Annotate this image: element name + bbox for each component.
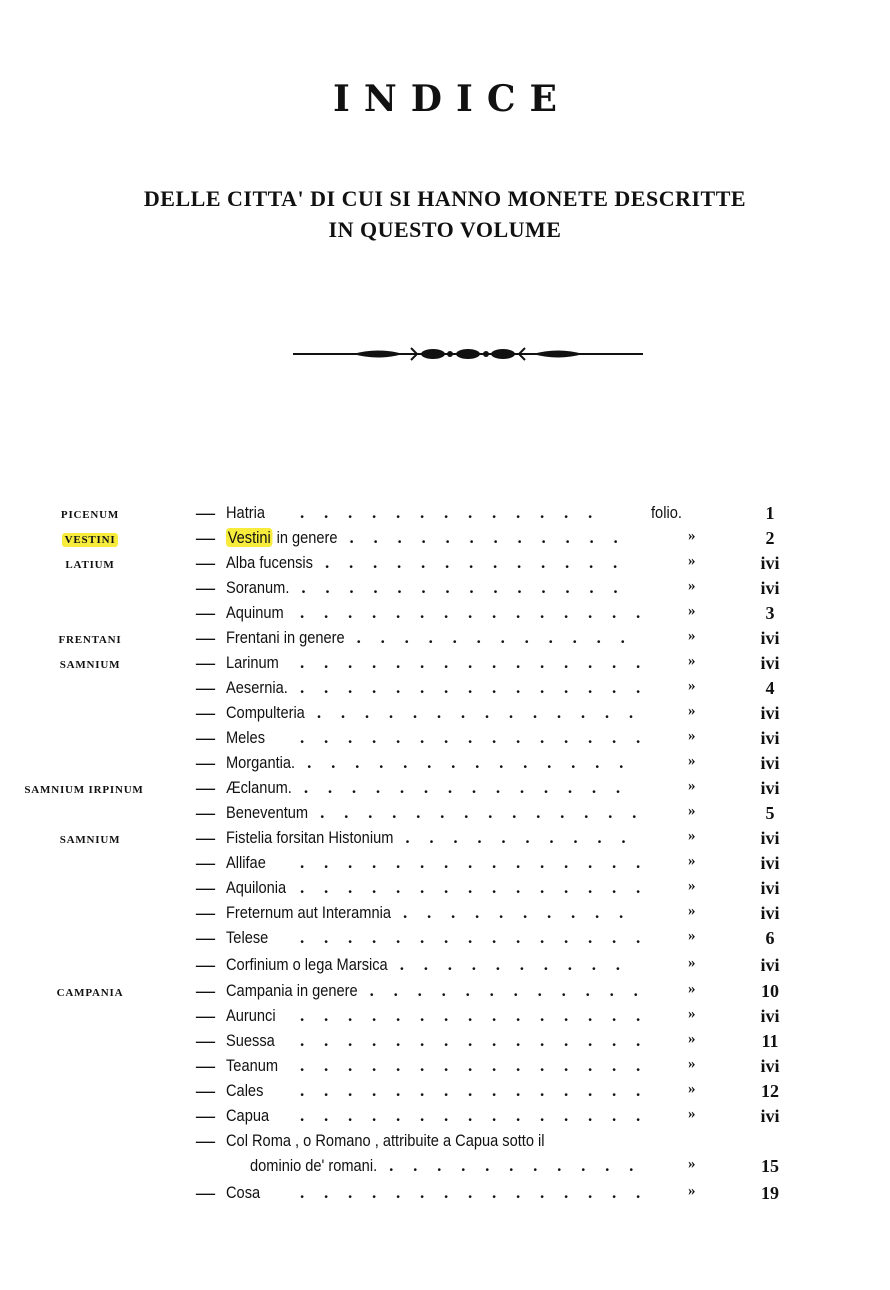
- index-row: [0, 1131, 890, 1156]
- city-name: dominio de' romani.: [250, 1156, 378, 1175]
- ditto-mark: »: [688, 678, 696, 694]
- region-label: CAMPANIA: [56, 987, 124, 999]
- index-row: — Telese . . . . . . . . . . . . . . . » 6: [0, 928, 890, 953]
- city-name: Aurunci: [226, 1006, 276, 1025]
- city-name: Hatria: [226, 503, 266, 522]
- entry-dash: —: [196, 503, 215, 524]
- city-name: [226, 528, 338, 548]
- page-number: 1: [765, 503, 775, 523]
- ditto-mark: »: [688, 1056, 696, 1072]
- ditto-mark: »: [688, 981, 696, 997]
- page-number: ivi: [760, 878, 780, 898]
- city-name: Col Roma , o Romano , attribuite a Capua sotto il: [226, 1131, 545, 1150]
- ditto-mark: »: [688, 803, 696, 819]
- index-row: SAMNIUM — Fistelia forsitan Histonium . . . . . . . . . . » ivi: [0, 828, 890, 853]
- city-name: Allifae: [226, 853, 266, 872]
- entry-dash: —: [196, 1006, 215, 1027]
- index-row: — Aquilonia . . . . . . . . . . . . . . . » ivi: [0, 878, 890, 903]
- page-number: 11: [761, 1031, 779, 1051]
- city-name: Capua: [226, 1106, 270, 1125]
- highlighted-region: VESTINI: [62, 533, 119, 547]
- index-row: — Freternum aut Interamnia . . . . . . . . . . » ivi: [0, 903, 890, 928]
- page-title: INDICE: [333, 78, 571, 120]
- region-label: SAMNIUM: [59, 659, 121, 671]
- entry-dash: —: [196, 1106, 215, 1127]
- city-name: Meles: [226, 728, 266, 747]
- ditto-mark: »: [688, 955, 696, 971]
- entry-dash: —: [196, 928, 215, 949]
- ditto-mark: »: [688, 928, 696, 944]
- region-label: FRENTANI: [58, 634, 122, 646]
- ditto-mark: »: [688, 1031, 696, 1047]
- entry-dash: —: [196, 1056, 215, 1077]
- index-row: dominio de' romani. . . . . . . . . . . . » 15: [0, 1156, 890, 1181]
- index-row: — Corfinium o lega Marsica . . . . . . . . . . » ivi: [0, 955, 890, 980]
- index-row: — Aesernia. . . . . . . . . . . . . . . . » 4: [0, 678, 890, 703]
- page-number: 6: [765, 928, 775, 948]
- index-row: — Compulteria . . . . . . . . . . . . . . » ivi: [0, 703, 890, 728]
- entry-dash: —: [196, 1183, 215, 1204]
- city-name: Cosa: [226, 1183, 261, 1202]
- entry-dash: —: [196, 553, 215, 574]
- ditto-mark: »: [688, 903, 696, 919]
- page-number: ivi: [760, 653, 780, 673]
- region-label: SAMNIUM IRPINUM: [24, 784, 144, 796]
- page-number: ivi: [760, 1056, 780, 1076]
- entry-dash: —: [196, 678, 215, 699]
- index-row: — Cales . . . . . . . . . . . . . . . » 12: [0, 1081, 890, 1106]
- ditto-mark: »: [688, 1006, 696, 1022]
- city-name: Compulteria: [226, 703, 305, 722]
- entry-dash: —: [196, 828, 215, 849]
- entry-dash: —: [196, 578, 215, 599]
- entry-dash: —: [196, 653, 215, 674]
- region-label: LATIUM: [65, 559, 115, 571]
- index-row: — Capua . . . . . . . . . . . . . . . » ivi: [0, 1106, 890, 1131]
- entry-dash: —: [196, 753, 215, 774]
- city-name: Telese: [226, 928, 269, 947]
- city-name: Corfinium o lega Marsica: [226, 955, 388, 974]
- page-number: ivi: [760, 703, 780, 723]
- entry-dash: —: [196, 628, 215, 649]
- page-number: ivi: [760, 628, 780, 648]
- city-name: Alba fucensis: [226, 553, 313, 572]
- page-number: 3: [765, 603, 775, 623]
- index-row: — Morgantia. . . . . . . . . . . . . . . » ivi: [0, 753, 890, 778]
- city-name: Teanum: [226, 1056, 279, 1075]
- page-number: ivi: [760, 1006, 780, 1026]
- index-row: — Suessa . . . . . . . . . . . . . . . » 11: [0, 1031, 890, 1056]
- city-name: Campania in genere: [226, 981, 358, 1000]
- index-row: — Allifae . . . . . . . . . . . . . . . » ivi: [0, 853, 890, 878]
- ditto-mark: »: [688, 653, 696, 669]
- region-label: PICENUM: [60, 509, 120, 521]
- entry-dash: —: [196, 1031, 215, 1052]
- city-name: Aquinum: [226, 603, 284, 622]
- city-name: Larinum: [226, 653, 279, 672]
- folio-label: folio.: [651, 503, 682, 522]
- index-row: SAMNIUM IRPINUM — Æclanum. . . . . . . . . . . . . . . » ivi: [0, 778, 890, 803]
- ditto-mark: »: [688, 1081, 696, 1097]
- index-row: CAMPANIA — Campania in genere . . . . . . . . . . . . » 10: [0, 981, 890, 1006]
- entry-dash: —: [196, 528, 215, 549]
- page-number: 15: [761, 1156, 779, 1176]
- index-row: FRENTANI — Frentani in genere . . . . . . . . . . . . » ivi: [0, 628, 890, 653]
- ditto-mark: »: [688, 578, 696, 594]
- ditto-mark: »: [688, 703, 696, 719]
- entry-dash: —: [196, 981, 215, 1002]
- ditto-mark: »: [688, 1183, 696, 1199]
- ditto-mark: »: [688, 603, 696, 619]
- page-number: ivi: [760, 553, 780, 573]
- ditto-mark: »: [688, 528, 696, 544]
- ditto-mark: »: [688, 878, 696, 894]
- ornamental-divider: [293, 344, 643, 364]
- entry-dash: —: [196, 853, 215, 874]
- city-name: Frentani in genere: [226, 628, 345, 647]
- city-name: Suessa: [226, 1031, 275, 1050]
- entry-dash: —: [196, 703, 215, 724]
- entry-dash: —: [196, 1081, 215, 1102]
- entry-dash: —: [196, 955, 215, 976]
- entry-dash: —: [196, 1131, 215, 1152]
- ditto-mark: »: [688, 828, 696, 844]
- entry-dash: —: [196, 878, 215, 899]
- city-name: Æclanum.: [226, 778, 292, 797]
- index-row: — Teanum . . . . . . . . . . . . . . . » ivi: [0, 1056, 890, 1081]
- city-name: Freternum aut Interamnia: [226, 903, 391, 922]
- index-row: — Aurunci . . . . . . . . . . . . . . . » ivi: [0, 1006, 890, 1031]
- city-name: Beneventum: [226, 803, 309, 822]
- page-number: ivi: [760, 903, 780, 923]
- page-number: ivi: [760, 728, 780, 748]
- page-number: ivi: [760, 1106, 780, 1126]
- index-row: — Meles . . . . . . . . . . . . . . . » ivi: [0, 728, 890, 753]
- city-name: Fistelia forsitan Histonium: [226, 828, 394, 847]
- region-label: [0, 534, 180, 546]
- page-number: ivi: [760, 753, 780, 773]
- city-name: Morgantia.: [226, 753, 296, 772]
- region-label: SAMNIUM: [59, 834, 121, 846]
- ditto-mark: »: [688, 1106, 696, 1122]
- page-number: ivi: [760, 955, 780, 975]
- page-number: 19: [761, 1183, 779, 1203]
- page-number: ivi: [760, 853, 780, 873]
- city-name: Aquilonia: [226, 878, 287, 897]
- page-number: 12: [761, 1081, 779, 1101]
- page-number: ivi: [760, 778, 780, 798]
- page-number: 5: [765, 803, 775, 823]
- index-row: — Beneventum . . . . . . . . . . . . . . » 5: [0, 803, 890, 828]
- page-number: ivi: [760, 828, 780, 848]
- entry-dash: —: [196, 603, 215, 624]
- index-row: — Aquinum . . . . . . . . . . . . . . . » 3: [0, 603, 890, 628]
- index-row: SAMNIUM — Larinum . . . . . . . . . . . . . . . » ivi: [0, 653, 890, 678]
- city-name-rest: in genere: [272, 528, 338, 547]
- page-number: 4: [765, 678, 775, 698]
- ditto-mark: »: [688, 1156, 696, 1172]
- ditto-mark: »: [688, 753, 696, 769]
- index-row: LATIUM — Alba fucensis . . . . . . . . . . . . . » ivi: [0, 553, 890, 578]
- ditto-mark: »: [688, 853, 696, 869]
- subtitle-line-2: IN QUESTO VOLUME: [328, 217, 562, 242]
- ditto-mark: »: [688, 728, 696, 744]
- index-row: VESTINI — Vestini in genere . . . . . . . . . . . . » 2: [0, 528, 890, 553]
- entry-dash: —: [196, 803, 215, 824]
- page-number: ivi: [760, 578, 780, 598]
- ditto-mark: »: [688, 553, 696, 569]
- highlighted-city: Vestini: [227, 528, 271, 547]
- page-number: 2: [765, 528, 775, 548]
- city-name: Cales: [226, 1081, 264, 1100]
- ditto-mark: »: [688, 778, 696, 794]
- entry-dash: —: [196, 778, 215, 799]
- index-row: — Cosa . . . . . . . . . . . . . . . » 19: [0, 1183, 890, 1208]
- city-name: Aesernia.: [226, 678, 288, 697]
- city-name: Soranum.: [226, 578, 290, 597]
- page-number: 10: [761, 981, 779, 1001]
- index-row: — Soranum. . . . . . . . . . . . . . . » ivi: [0, 578, 890, 603]
- ditto-mark: »: [688, 628, 696, 644]
- subtitle-line-1: DELLE CITTA' DI CUI SI HANNO MONETE DESCRITTE: [143, 186, 747, 211]
- index-row: PICENUM — Hatria . . . . . . . . . . . . . folio. 1: [0, 503, 890, 528]
- entry-dash: —: [196, 903, 215, 924]
- entry-dash: —: [196, 728, 215, 749]
